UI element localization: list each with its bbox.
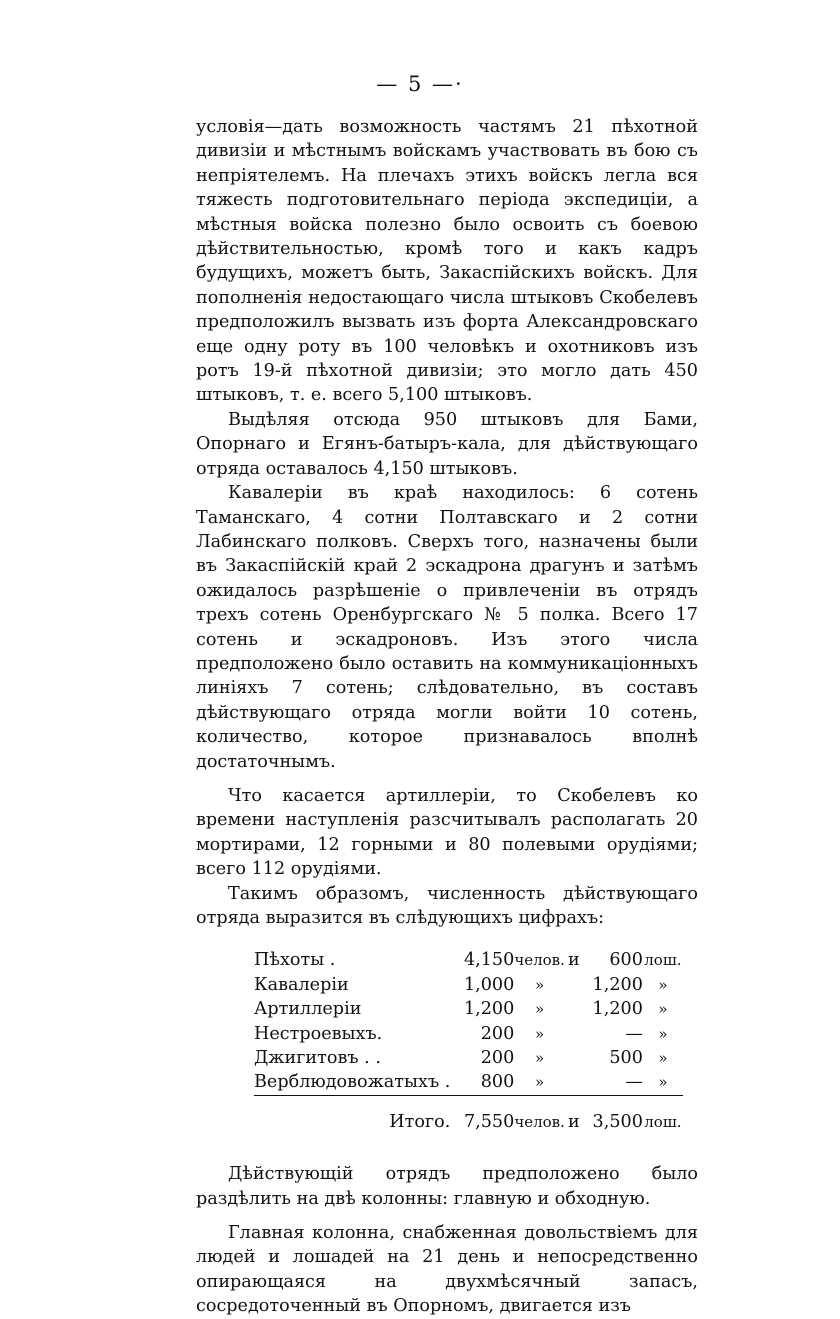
total-horses-unit: лош. <box>643 1095 683 1134</box>
row-horses: 500 <box>609 1048 643 1069</box>
row-men: 200 <box>480 1048 515 1069</box>
row-horses: 1,200 <box>592 974 643 995</box>
row-horses: — <box>625 1072 643 1093</box>
row-men-unit: » <box>535 975 545 994</box>
paragraph-artillery: Что касается артиллеріи, то Скобелевъ ко времени наступленія разсчитывалъ располагать 20 мортирами, 12 горными и 80 полевыми орудіями; всего 112 орудіями. <box>196 785 698 880</box>
row-men: 4,150 <box>463 950 515 971</box>
row-horses: — <box>625 1023 643 1044</box>
row-name: Пѣхоты . <box>254 950 336 971</box>
row-name: Артиллеріи <box>254 999 362 1020</box>
paragraph-cavalry: Кавалеріи въ краѣ находилось: 6 сотень Таманскаго, 4 сотни Полтавскаго и 2 сотни Лабинскаго полковъ. Сверхъ того, назначены были въ Закаспійскій край 2 эскадрона драгунъ и затѣмъ ожидалось разрѣшеніе о привлеченіи въ отрядъ трехъ сотень Оренбургскаго № 5 полка. Всего 17 сотень и эскадроновъ. Изъ этого числа предположено было оставить на коммуникаціонныхъ линіяхъ 7 сотень; слѣдовательно, въ составъ дѣйствующаго отряда могли войти 10 сотень, количество, которое признавалось вполнѣ достаточнымъ. <box>196 483 698 772</box>
table-total-row <box>254 1095 683 1134</box>
row-name: Кавалеріи <box>254 974 349 995</box>
paragraph-main-column: Главная колонна, снабженная довольствіемъ для людей и лошадей на 21 день и непосредственно опирающаяся на двухмѣсячный запасъ, сосредоточенный въ Опорномъ, двигается изъ <box>196 1223 698 1317</box>
row-horses-unit: » <box>658 975 668 994</box>
row-name: Джигитовъ . . <box>254 1048 381 1069</box>
row-name: Нестроевыхъ. <box>254 1023 383 1044</box>
row-and <box>565 1022 583 1046</box>
paragraph-detachment: Выдѣляя отсюда 950 штыковъ для Бами, Опорнаго и Егянъ-батыръ-кала, для дѣйствующаго отряда оставалось 4,150 штыковъ. <box>196 409 698 479</box>
row-horses-unit: » <box>658 1000 668 1019</box>
row-men-unit: челов. <box>514 951 565 970</box>
paragraph-strength-intro: Такимъ образомъ, численность дѣйствующаго отряда выразится въ слѣдующихъ цифрахъ: <box>196 883 698 928</box>
table-row <box>254 1070 683 1095</box>
row-and: и <box>568 950 580 971</box>
main-text <box>196 115 698 1319</box>
row-horses: 600 <box>609 950 643 971</box>
row-men: 800 <box>480 1072 515 1093</box>
row-men-unit: » <box>535 1049 545 1068</box>
row-and <box>565 1070 583 1095</box>
table-row <box>254 948 683 972</box>
page-number: — 5 —· <box>376 72 464 96</box>
row-men: 200 <box>480 1023 515 1044</box>
row-and <box>565 1046 583 1070</box>
total-and: и <box>565 1095 583 1134</box>
row-men-unit: » <box>535 1024 545 1043</box>
table-row <box>254 1046 683 1070</box>
row-horses: 1,200 <box>592 999 643 1020</box>
row-horses-unit: » <box>658 1073 668 1092</box>
total-horses: 3,500 <box>583 1095 643 1134</box>
total-label: Итого. <box>254 1095 450 1134</box>
row-horses-unit: » <box>658 1024 668 1043</box>
total-men: 7,550 <box>450 1095 514 1134</box>
row-men: 1,200 <box>463 999 515 1020</box>
row-name: Верблюдовожатыхъ . <box>254 1072 451 1093</box>
row-horses-unit: лош. <box>644 951 682 970</box>
table-row <box>254 973 683 997</box>
row-men: 1,000 <box>463 974 515 995</box>
row-and <box>565 997 583 1021</box>
row-men-unit: » <box>535 1073 545 1092</box>
strength-table <box>254 948 683 1134</box>
paragraph-infantry: условія—дать возможность частямъ 21 пѣхотной дивизіи и мѣстнымъ войскамъ участвовать въ бою съ непріятелемъ. На плечахъ этихъ войскъ легла вся тяжесть подготовительнаго періода экспедиціи, а мѣстныя войска полезно было освоить съ боевою дѣйствительностью, кромѣ того и какъ кадръ будущихъ, можетъ быть, Закаспійскихъ войскъ. Для пополненія недостающаго числа штыковъ Скобелевъ предположилъ вызвать изъ форта Александровскаго еще одну роту въ 100 человѣкъ и охотниковъ изъ ротъ 19-й пѣхотной дивизіи; это могло дать 450 штыковъ, т. е. всего 5,100 штыковъ. <box>196 117 698 406</box>
row-men-unit: » <box>535 1000 545 1019</box>
row-and <box>565 973 583 997</box>
row-horses-unit: » <box>658 1049 668 1068</box>
table-row <box>254 1022 683 1046</box>
total-men-unit: челов. <box>514 1095 565 1134</box>
paragraph-columns: Дѣйствующій отрядъ предположено было раздѣлить на двѣ колонны: главную и обходную. <box>196 1164 698 1209</box>
table-row <box>254 997 683 1021</box>
